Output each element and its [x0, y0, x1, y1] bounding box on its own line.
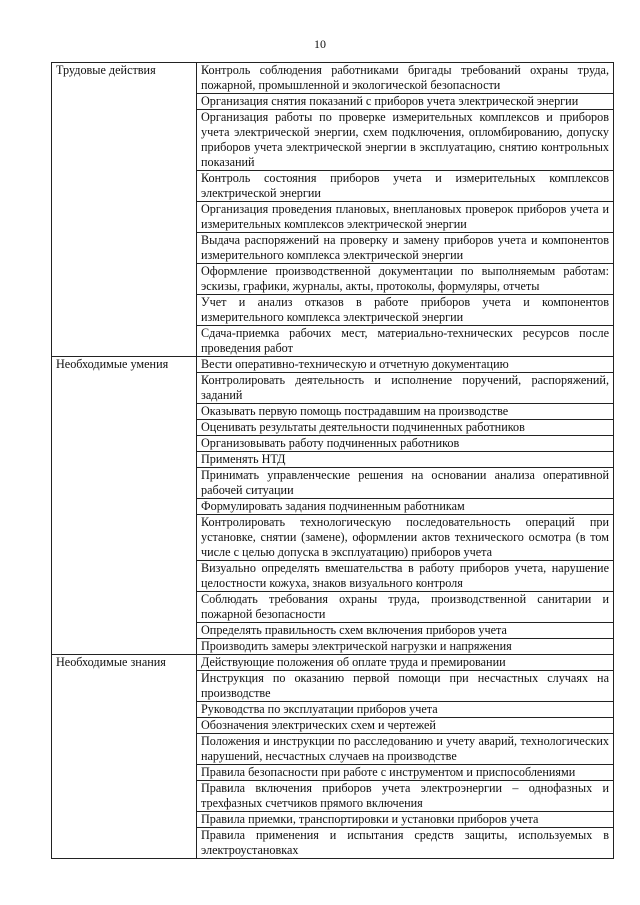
- requirement-item: Инструкция по оказанию первой помощи при несчастных случаях на производстве: [197, 671, 614, 702]
- requirement-item: Организация работы по проверке измерительных комплексов и приборов учета электрической энергии, схем подключения, опломбированию, допуску приборов учета электрической энергии в эксплуатацию, снятию контрольных показаний: [197, 110, 614, 171]
- requirement-item: Контролировать деятельность и исполнение поручений, распоряжений, заданий: [197, 373, 614, 404]
- requirement-item: Организация проведения плановых, внеплановых проверок приборов учета и измерительных комплексов электрической энергии: [197, 202, 614, 233]
- table-row: [52, 63, 614, 94]
- section-label: Необходимые знания: [52, 655, 197, 859]
- requirement-item: Оказывать первую помощь пострадавшим на производстве: [197, 404, 614, 420]
- requirement-item: Правила безопасности при работе с инструментом и приспособлениями: [197, 765, 614, 781]
- requirement-item: Правила применения и испытания средств защиты, используемых в электроустановках: [197, 828, 614, 859]
- section-label: Необходимые умения: [52, 357, 197, 655]
- qualification-table: [51, 62, 614, 859]
- page-number: 10: [314, 37, 326, 51]
- requirement-item: Оформление производственной документации по выполняемым работам: эскизы, графики, журналы, акты, протоколы, формуляры, отчеты: [197, 264, 614, 295]
- requirement-item: Руководства по эксплуатации приборов учета: [197, 702, 614, 718]
- requirement-item: Сдача-приемка рабочих мест, материально-технических ресурсов после проведения работ: [197, 326, 614, 357]
- table-row: [52, 357, 614, 373]
- requirement-item: Принимать управленческие решения на основании анализа оперативной рабочей ситуации: [197, 468, 614, 499]
- requirement-item: Организовывать работу подчиненных работников: [197, 436, 614, 452]
- requirement-item: Применять НТД: [197, 452, 614, 468]
- requirement-item: Правила приемки, транспортировки и установки приборов учета: [197, 812, 614, 828]
- requirement-item: Выдача распоряжений на проверку и замену приборов учета и компонентов измерительного комплекса электрической энергии: [197, 233, 614, 264]
- requirement-item: Положения и инструкции по расследованию и учету аварий, технологических нарушений, несчастных случаев на производстве: [197, 734, 614, 765]
- requirement-item: Формулировать задания подчиненным работникам: [197, 499, 614, 515]
- table-body: [52, 63, 614, 859]
- requirement-item: Вести оперативно-техническую и отчетную документацию: [197, 357, 614, 373]
- table-row: [52, 655, 614, 671]
- requirement-item: Производить замеры электрической нагрузки и напряжения: [197, 639, 614, 655]
- requirement-item: Оценивать результаты деятельности подчиненных работников: [197, 420, 614, 436]
- section-label: Трудовые действия: [52, 63, 197, 357]
- requirement-item: Обозначения электрических схем и чертежей: [197, 718, 614, 734]
- requirement-item: Контролировать технологическую последовательность операций при установке, снятии (замене), оформлении актов технического осмотра (в том числе с целью допуска в эксплуатацию) приборов учета: [197, 515, 614, 561]
- requirement-item: Правила включения приборов учета электроэнергии – однофазных и трехфазных счетчиков прямого включения: [197, 781, 614, 812]
- requirement-item: Контроль соблюдения работниками бригады требований охраны труда, пожарной, промышленной и экологической безопасности: [197, 63, 614, 94]
- requirement-item: Соблюдать требования охраны труда, производственной санитарии и пожарной безопасности: [197, 592, 614, 623]
- requirement-item: Действующие положения об оплате труда и премировании: [197, 655, 614, 671]
- requirement-item: Организация снятия показаний с приборов учета электрической энергии: [197, 94, 614, 110]
- requirement-item: Визуально определять вмешательства в работу приборов учета, нарушение целостности кожуха, знаков визуального контроля: [197, 561, 614, 592]
- requirement-item: Определять правильность схем включения приборов учета: [197, 623, 614, 639]
- requirement-item: Учет и анализ отказов в работе приборов учета и компонентов измерительного комплекса электрической энергии: [197, 295, 614, 326]
- requirement-item: Контроль состояния приборов учета и измерительных комплексов электрической энергии: [197, 171, 614, 202]
